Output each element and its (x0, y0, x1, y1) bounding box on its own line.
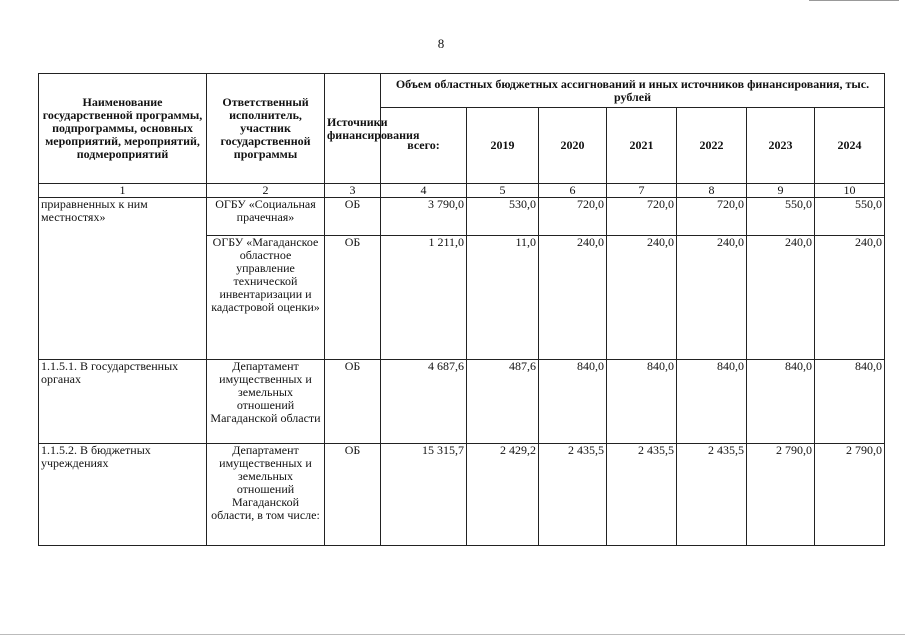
row-total: 3 790,0 (381, 198, 467, 236)
row-value: 840,0 (747, 360, 815, 444)
header-volume: Объем областных бюджетных ассигнований и иных источников финансирования, тыс. рублей (381, 74, 885, 108)
header-total: всего: (381, 108, 467, 184)
row-value: 840,0 (539, 360, 607, 444)
header-name: Наименование государственной программы, подпрограммы, основных мероприятий, мероприятий, подмероприятий (39, 74, 207, 184)
row-executor: ОГБУ «Социальная прачечная» (207, 198, 325, 236)
row-value: 530,0 (467, 198, 539, 236)
column-number: 4 (381, 184, 467, 198)
budget-table (38, 73, 885, 546)
column-number: 1 (39, 184, 207, 198)
row-executor: Департамент имущественных и земельных отношений Магаданской области, в том числе: (207, 444, 325, 546)
row-value: 2 429,2 (467, 444, 539, 546)
header-year: 2024 (815, 108, 885, 184)
row-value: 840,0 (677, 360, 747, 444)
row-source: ОБ (325, 236, 381, 360)
row-value: 840,0 (815, 360, 885, 444)
row-value: 240,0 (539, 236, 607, 360)
row-name: 1.1.5.1. В государственных органах (39, 360, 207, 444)
row-value: 240,0 (815, 236, 885, 360)
row-source: ОБ (325, 360, 381, 444)
row-value: 487,6 (467, 360, 539, 444)
header-year: 2020 (539, 108, 607, 184)
row-total: 15 315,7 (381, 444, 467, 546)
row-source: ОБ (325, 198, 381, 236)
header-year: 2022 (677, 108, 747, 184)
row-name: приравненных к ним местностях» (39, 198, 207, 360)
row-value: 2 790,0 (747, 444, 815, 546)
row-value: 550,0 (815, 198, 885, 236)
header-year: 2019 (467, 108, 539, 184)
column-number: 9 (747, 184, 815, 198)
table-row (39, 198, 885, 236)
column-number: 2 (207, 184, 325, 198)
header-source: Источники финансирования (325, 74, 381, 184)
row-value: 840,0 (607, 360, 677, 444)
column-number: 7 (607, 184, 677, 198)
row-total: 1 211,0 (381, 236, 467, 360)
corner-scan-mark (809, 0, 899, 1)
header-year: 2021 (607, 108, 677, 184)
row-value: 240,0 (677, 236, 747, 360)
column-number: 8 (677, 184, 747, 198)
column-number: 10 (815, 184, 885, 198)
row-value: 550,0 (747, 198, 815, 236)
row-value: 720,0 (677, 198, 747, 236)
row-value: 2 435,5 (607, 444, 677, 546)
table-row (39, 444, 885, 546)
page-bottom-rule (0, 634, 905, 635)
row-executor: ОГБУ «Магаданское областное управление технической инвентаризации и кадастровой оценки» (207, 236, 325, 360)
row-value: 240,0 (747, 236, 815, 360)
table-row (39, 360, 885, 444)
row-name: 1.1.5.2. В бюджетных учреждениях (39, 444, 207, 546)
column-number: 5 (467, 184, 539, 198)
column-number: 6 (539, 184, 607, 198)
row-total: 4 687,6 (381, 360, 467, 444)
row-executor: Департамент имущественных и земельных отношений Магаданской области (207, 360, 325, 444)
page-number: 8 (437, 36, 445, 51)
header-year: 2023 (747, 108, 815, 184)
row-value: 2 790,0 (815, 444, 885, 546)
column-number-row (39, 184, 885, 198)
row-value: 11,0 (467, 236, 539, 360)
row-value: 720,0 (607, 198, 677, 236)
column-number: 3 (325, 184, 381, 198)
row-value: 240,0 (607, 236, 677, 360)
row-value: 720,0 (539, 198, 607, 236)
row-value: 2 435,5 (677, 444, 747, 546)
header-executor: Ответственный исполнитель, участник государственной программы (207, 74, 325, 184)
row-value: 2 435,5 (539, 444, 607, 546)
row-source: ОБ (325, 444, 381, 546)
